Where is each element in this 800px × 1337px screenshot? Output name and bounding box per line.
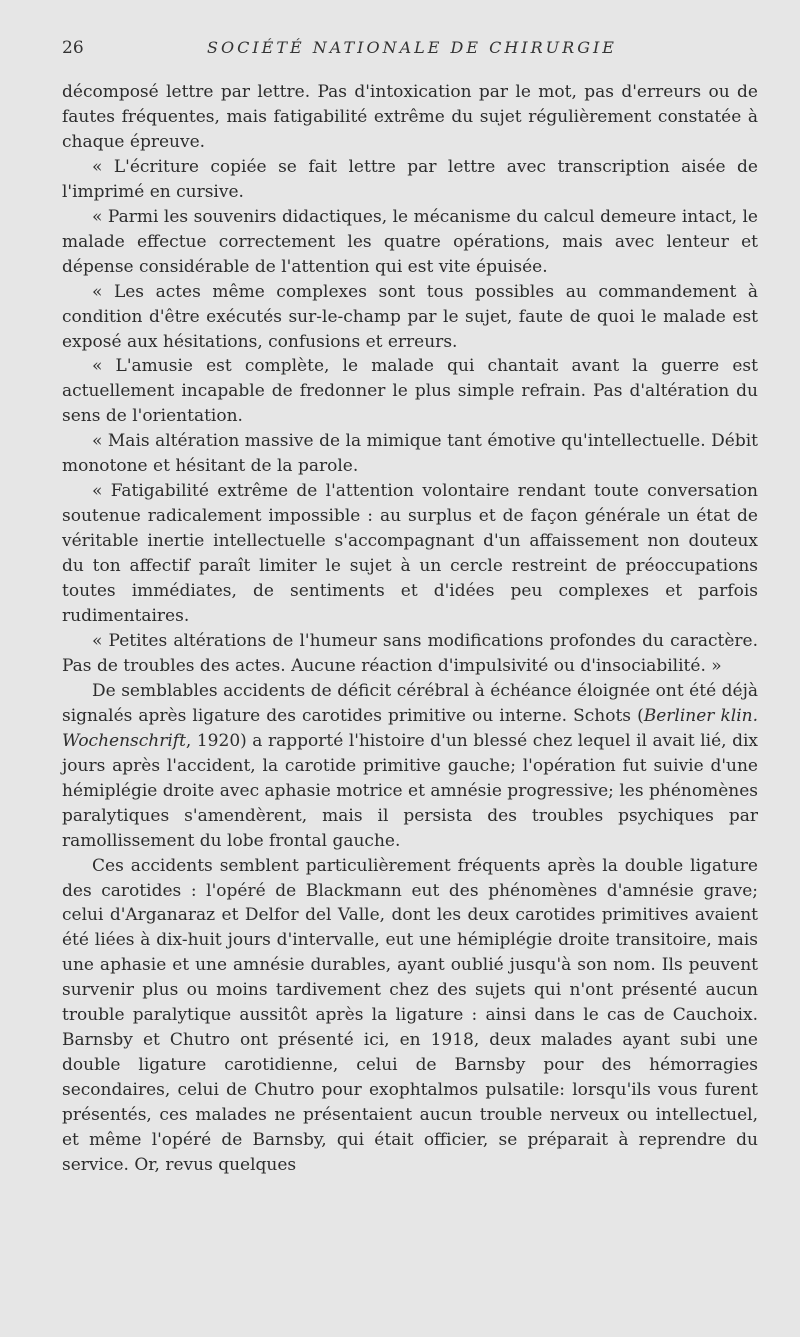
page-number: 26: [62, 38, 84, 58]
paragraph: « Les actes même complexes sont tous possibles au commandement à condition d'être exécutés sur-le-champ par le sujet, faute de quoi le malade est exposé aux hésitations, confusions et erreurs.: [62, 281, 758, 352]
running-title: SOCIÉTÉ NATIONALE DE CHIRURGIE: [207, 38, 617, 57]
paragraph-schots: [62, 679, 758, 854]
paragraph: Ces accidents semblent particulièrement fréquents après la double ligature des carotides : l'opéré de Blackmann eut des phénomènes d'amnésie grave; celui d'Arganaraz et Delfor del Valle, dont les deux carotides primitives avaient été liées à dix-huit jours d'intervalle, eut une hémiplégie droite transitoire, mais une aphasie et une amnésie durables, ayant oublié jusqu'à son nom. Ils peuvent survenir plus ou moins tardivement chez des sujets qui n'ont présenté aucun trouble paralytique aussitôt après la ligature : ainsi dans le cas de Cauchoix. Barnsby et Chutro ont présenté ici, en 1918, deux malades ayant subi une double ligature carotidienne, celui de Barnsby pour des hémorragies secondaires, celui de Chutro pour exophtalmos pulsatile: lorsqu'ils vous furent présentés, ces malades ne présentaient aucun trouble nerveux ou intellectuel, et même l'opéré de Barnsby, qui était officier, se préparait à reprendre du service. Or, revus quelques: [62, 855, 758, 1175]
body-text: [62, 80, 758, 1178]
journal-citation: Berliner klin. Wochenschrift: [62, 705, 758, 751]
paragraph-text: De semblables accidents de déficit cérébral à échéance éloignée ont été déjà signalés après ligature des carotides primitive ou interne. Schots (: [62, 680, 758, 726]
page-header: [62, 38, 762, 62]
paragraph: « Petites altérations de l'humeur sans modifications profondes du caractère. Pas de troubles des actes. Aucune réaction d'impulsivité ou d'insociabilité. »: [62, 630, 758, 676]
paragraph: « Parmi les souvenirs didactiques, le mécanisme du calcul demeure intact, le malade effectue correctement les quatre opérations, mais avec lenteur et dépense considérable de l'attention qui est vite épuisée.: [62, 206, 758, 277]
paragraph: « L'amusie est complète, le malade qui chantait avant la guerre est actuellement incapable de fredonner le plus simple refrain. Pas d'altération du sens de l'orientation.: [62, 356, 758, 427]
paragraph: « Fatigabilité extrême de l'attention volontaire rendant toute conversation soutenue radicalement impossible : au surplus et de façon générale un état de véritable inertie intellectuelle s'accompagnant d'un affaissement non douteux du ton affectif paraît limiter le sujet à un cercle restreint de préoccupations toutes immédiates, de sentiments et d'idées peu complexes et parfois rudimentaires.: [62, 481, 758, 627]
paragraph: « L'écriture copiée se fait lettre par lettre avec transcription aisée de l'imprimé en cursive.: [62, 156, 758, 202]
paragraph-text: , 1920) a rapporté l'histoire d'un blessé chez lequel il avait lié, dix jours après l'accident, la carotide primitive gauche; l'opération fut suivie d'une hémiplégie droite avec aphasie motrice et amnésie progressive; les phénomènes paralytiques s'amendèrent, mais il persista des troubles psychiques par ramollissement du lobe frontal gauche.: [62, 730, 758, 851]
paragraph: « Mais altération massive de la mimique tant émotive qu'intellectuelle. Débit monotone et hésitant de la parole.: [62, 431, 758, 477]
paragraph: décomposé lettre par lettre. Pas d'intoxication par le mot, pas d'erreurs ou de fautes fréquentes, mais fatigabilité extrême du sujet régulièrement constatée à chaque épreuve.: [62, 82, 758, 152]
